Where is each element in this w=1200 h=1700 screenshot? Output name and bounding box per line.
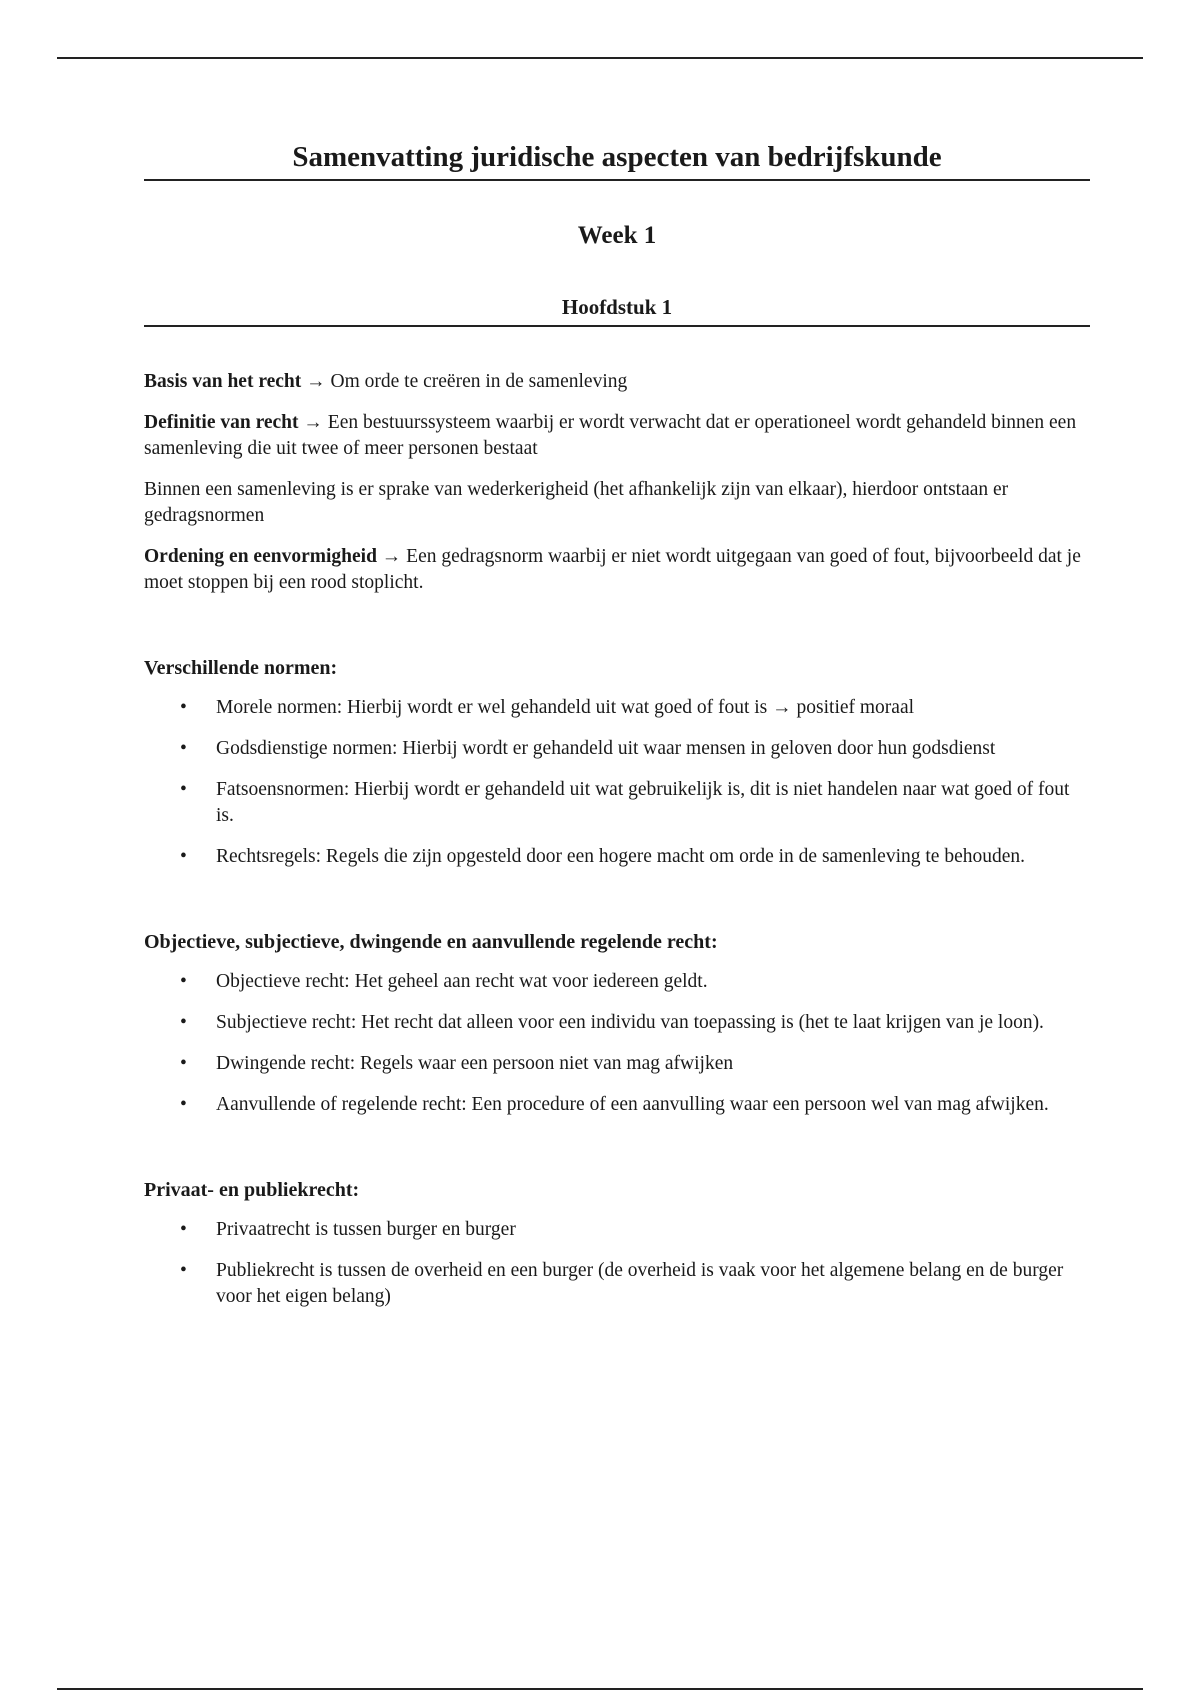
item-text: Fatsoensnormen: Hierbij wordt er gehandeld uit wat gebruikelijk is, dit is niet handelen naar wat goed of fout is. (216, 778, 1070, 826)
bullet-icon: • (180, 1259, 187, 1281)
section-normen (144, 655, 1090, 870)
arrow-icon: → (303, 411, 323, 433)
sections (144, 655, 1090, 1310)
bullet-icon: • (180, 696, 187, 718)
bullet-icon: • (180, 1093, 187, 1115)
bullet-icon: • (180, 778, 187, 800)
paragraph-definitie-recht (144, 410, 1090, 462)
bullet-list (144, 1217, 1090, 1310)
bullet-icon: • (180, 737, 187, 759)
definition-text: Een bestuurssysteem waarbij er wordt verwacht dat er operationeel wordt gehandeld binnen een samenleving die uit twee of meer personen bestaat (144, 411, 1077, 459)
paragraph-ordening (144, 544, 1090, 596)
intro-paragraphs (144, 369, 1090, 596)
item-text: Objectieve recht: Het geheel aan recht wat voor iedereen geldt. (216, 970, 708, 992)
bullet-list (144, 969, 1090, 1118)
chapter-heading: Hoofdstuk 1 (144, 295, 1090, 327)
term: Definitie van recht (144, 411, 299, 433)
item-text: Privaatrecht is tussen burger en burger (216, 1218, 516, 1240)
document-title: Samenvatting juridische aspecten van bedrijfskunde (144, 140, 1090, 181)
section-title: Verschillende normen: (144, 656, 338, 679)
list-item (144, 1051, 1090, 1077)
definition-text: Om orde te creëren in de samenleving (325, 370, 628, 392)
section-title: Privaat- en publiekrecht: (144, 1178, 360, 1201)
page-bottom-rule (57, 1688, 1143, 1690)
item-text: Publiekrecht is tussen de overheid en een burger (de overheid is vaak voor het algemene belang en de burger voor het eigen belang) (216, 1259, 1064, 1307)
item-text: Godsdienstige normen: Hierbij wordt er gehandeld uit waar mensen in geloven door hun godsdienst (216, 737, 996, 759)
definition-text: Een gedragsnorm waarbij er niet wordt uitgegaan van goed of fout, bijvoorbeeld dat je moet stoppen bij een rood stoplicht. (144, 545, 1081, 593)
item-text-after: positief moraal (791, 696, 915, 718)
document-body (144, 140, 1090, 1325)
week-heading: Week 1 (577, 221, 657, 249)
list-item (144, 969, 1090, 995)
section-title: Objectieve, subjectieve, dwingende en aanvullende regelende recht: (144, 930, 718, 953)
list-item (144, 844, 1090, 870)
list-item (144, 777, 1090, 829)
item-text: Rechtsregels: Regels die zijn opgesteld door een hogere macht om orde in de samenleving te behouden. (216, 845, 1026, 867)
arrow-icon: → (381, 545, 402, 567)
list-item (144, 1258, 1090, 1310)
item-text: Subjectieve recht: Het recht dat alleen voor een individu van toepassing is (het te laat krijgen van je loon). (216, 1011, 1044, 1033)
section-privaat-publiek (144, 1177, 1090, 1310)
item-text: Aanvullende of regelende recht: Een procedure of een aanvulling waar een persoon wel van mag afwijken. (216, 1093, 1049, 1115)
section-recht-soorten (144, 929, 1090, 1118)
term: Ordening en eenvormigheid (144, 545, 377, 567)
bullet-icon: • (180, 1052, 187, 1074)
list-item (144, 1217, 1090, 1243)
bullet-icon: • (180, 845, 187, 867)
bullet-list (144, 695, 1090, 870)
page-top-rule (57, 57, 1143, 59)
list-item (144, 695, 1090, 721)
list-item (144, 1010, 1090, 1036)
item-text: Morele normen: Hierbij wordt er wel gehandeld uit wat goed of fout is (216, 696, 773, 718)
paragraph-text: Binnen een samenleving is er sprake van wederkerigheid (het afhankelijk zijn van elkaar), hierdoor ontstaan er gedragsnormen (144, 478, 1009, 526)
bullet-icon: • (180, 1218, 187, 1240)
list-item (144, 1092, 1090, 1118)
bullet-icon: • (180, 970, 187, 992)
paragraph-wederkerigheid (144, 477, 1090, 529)
paragraph-basis-recht (144, 369, 1090, 395)
list-item (144, 736, 1090, 762)
bullet-icon: • (180, 1011, 187, 1033)
term: Basis van het recht (144, 370, 302, 392)
item-text: Dwingende recht: Regels waar een persoon niet van mag afwijken (216, 1052, 734, 1074)
arrow-icon: → (306, 370, 326, 392)
arrow-icon: → (772, 696, 792, 718)
